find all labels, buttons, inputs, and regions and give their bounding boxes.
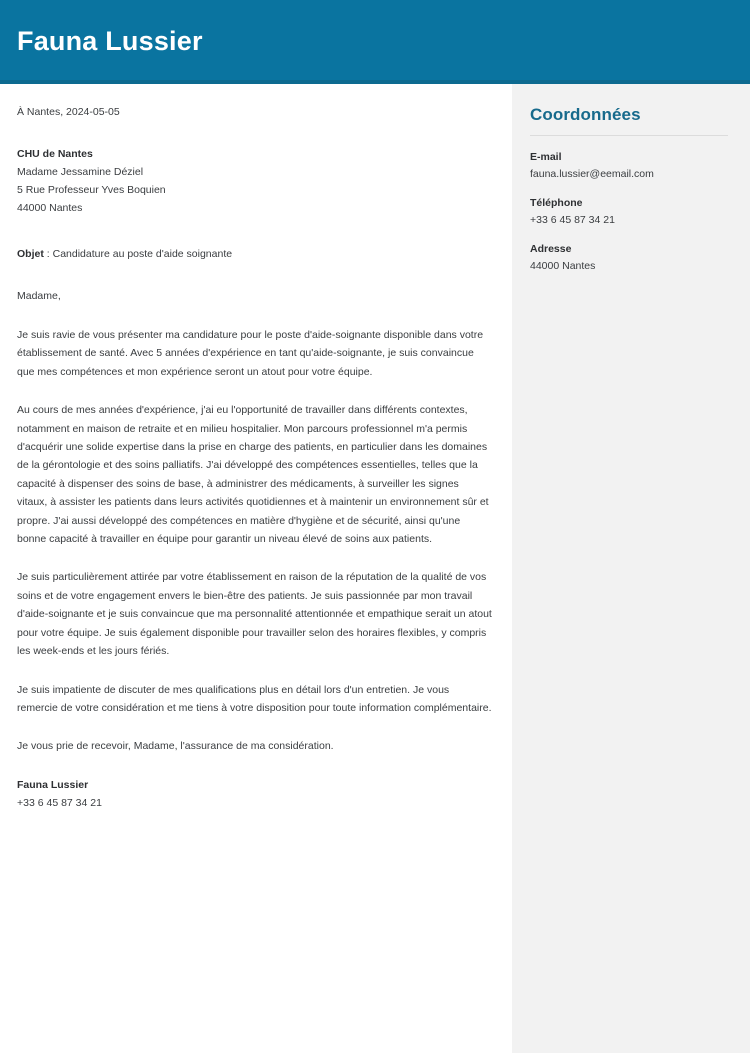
contact-sidebar [512,84,750,1053]
letter-body [17,84,492,812]
letter-paragraph-2: Au cours de mes années d'expérience, j'ai eu l'opportunité de travailler dans différents contextes, notamment en maison de retraite et en milieu hospitalier. Mon parcours professionnel m'a permis d'acquérir une solide expertise dans la prise en charge des patients, en particulier dans les domaines de la gérontologie et des soins palliatifs. J'ai développé des compétences essentielles, telles que la capacité à dispenser des soins de base, à administrer des médicaments, à surveiller les signes vitaux, à assister les patients dans leurs activités quotidiennes et à maintenir un environnement sûr et propre. J'ai aussi développé des compétences en matière d'hygiène et de sécurité, ainsi qu'une bonne capacité à travailler en équipe pour garantir un niveau élevé de soins aux patients. [17,404,489,546]
recipient-city: 44000 Nantes [17,202,83,214]
contact-item-email [530,149,728,182]
letter-subject [17,245,492,263]
contact-value-address: 44000 Nantes [530,260,596,272]
letter-salutation: Madame, [17,290,61,302]
subject-text: Candidature au poste d'aide soignante [52,248,233,260]
signature-block [17,776,492,812]
contact-value-phone[interactable]: +33 6 45 87 34 21 [530,214,615,226]
subject-label: Objet [17,248,44,260]
signature-name: Fauna Lussier [17,779,89,792]
contact-item-phone [530,195,728,228]
candidate-name-title: Fauna Lussier [17,26,203,56]
letter-paragraph-4: Je suis impatiente de discuter de mes qualifications plus en détail lors d'un entretien. Je vous remercie de votre considération et me tiens à votre disposition pour toute information complémentaire. [17,683,492,714]
contact-value-email[interactable]: fauna.lussier@eemail.com [530,168,654,180]
contact-label-address: Adresse [530,243,572,255]
signature-phone: +33 6 45 87 34 21 [17,797,102,810]
contact-item-address [530,241,728,274]
recipient-street: 5 Rue Professeur Yves Boquien [17,184,166,196]
subject-separator: : [43,248,53,260]
letter-paragraph-3: Je suis particulièrement attirée par votre établissement en raison de la réputation de la qualité de vos soins et de votre engagement envers le bien-être des patients. Je suis passionnée par mon travail d'aide-soignante et je suis convaincue que ma personnalité attentionnée et empathique serait un atout pour votre équipe. Je suis également disponible pour travailler selon des horaires flexibles, y compris les week-ends et les jours fériés. [17,571,492,658]
letter-date-line: À Nantes, 2024-05-05 [17,106,120,118]
letter-closing: Je vous prie de recevoir, Madame, l'assurance de ma considération. [17,740,334,753]
recipient-block [17,145,492,217]
sidebar-heading: Coordonnées [530,105,641,124]
contact-label-email: E-mail [530,151,562,163]
recipient-organization: CHU de Nantes [17,148,93,160]
sidebar-heading-divider [530,135,728,136]
contact-label-phone: Téléphone [530,197,583,209]
letter-paragraph-1: Je suis ravie de vous présenter ma candidature pour le poste d'aide-soignante disponible dans votre établissement de santé. Avec 5 années d'expérience en tant qu'aide-soignante, je suis convaincue que mes compétences et mon expérience seront un atout pour votre équipe. [17,329,484,378]
recipient-person: Madame Jessamine Déziel [17,166,144,178]
header-banner [0,0,750,84]
